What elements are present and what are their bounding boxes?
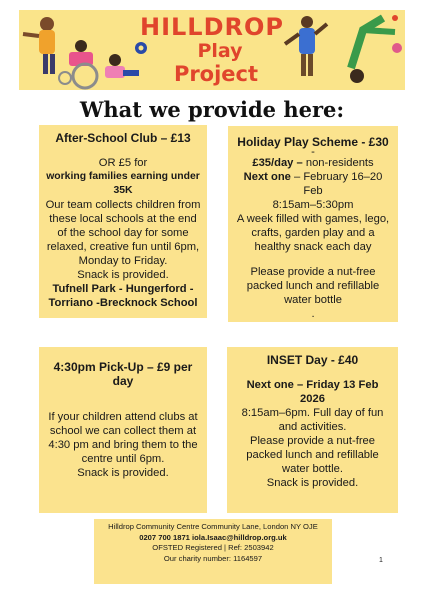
holiday-nonresident-price: [234, 156, 392, 170]
inset-day-box: [227, 347, 398, 513]
after-school-club-box: [39, 125, 207, 318]
footer-charity: Our charity number: 1164597: [163, 553, 263, 563]
pickup-description: If your children attend clubs at school we can collect them at 4:30 pm and bring them to the centre until 6pm.: [48, 411, 198, 465]
after-school-schools: Tufnell Park - Hungerford - Torriano -Brecknock School: [48, 283, 198, 309]
pickup-snack: Snack is provided.: [77, 467, 169, 479]
holiday-nonresident-label: non-residents: [302, 157, 374, 169]
holiday-dash: -: [311, 146, 315, 158]
holiday-note: Please provide a nut-free packed lunch and refillable water bottle: [246, 266, 380, 306]
banner-title-hilldrop: HILLDROP: [140, 13, 284, 41]
holiday-description: A week filled with games, lego, crafts, garden play and a healthy snack each day: [236, 213, 390, 253]
footer-contact-box: [94, 519, 332, 584]
page-number: 1: [379, 557, 383, 564]
after-school-condition: working families earning under 35K: [46, 171, 200, 196]
after-school-title: After-School Club – £13: [55, 131, 191, 145]
holiday-title: Holiday Play Scheme - £30: [237, 135, 389, 149]
holiday-hours: 8:15am–5:30pm: [272, 199, 354, 211]
holiday-dot: .: [311, 308, 315, 320]
holiday-nonresident-price-bold: £35/day –: [252, 157, 303, 169]
inset-title: INSET Day - £40: [266, 353, 359, 367]
footer-ofsted: OFSTED Registered | Ref: 2503942: [152, 543, 274, 552]
banner-title-project: Project: [173, 62, 259, 86]
holiday-next-date: [234, 170, 392, 198]
page-heading: What we provide here:: [79, 97, 345, 122]
header-banner: [19, 10, 405, 90]
after-school-or-price: OR £5 for: [98, 157, 148, 169]
footer-contact: 0207 700 1871 iola.Isaac@hilldrop.org.uk: [139, 532, 287, 542]
holiday-next-label: Next one: [243, 171, 291, 183]
holiday-play-scheme-box: [228, 126, 398, 322]
inset-note: Please provide a nut-free packed lunch and refillable water bottle.: [246, 435, 379, 475]
pickup-title: 4:30pm Pick-Up – £9 per day: [53, 360, 193, 388]
inset-description: 8:15am–6pm. Full day of fun and activities.: [241, 407, 384, 433]
holiday-next-dates: – February 16–20 Feb: [290, 171, 383, 197]
inset-snack: Snack is provided.: [266, 477, 359, 489]
footer-address: Hilldrop Community Centre Community Lane, London NY OJE: [108, 522, 318, 531]
child-cartwheel-illustration: [267, 10, 405, 90]
after-school-description: Our team collects children from these local schools at the end of the school day for some relaxed, creative fun until 6pm, Monday to Friday.: [45, 199, 201, 267]
after-school-snack: Snack is provided.: [77, 269, 169, 281]
banner-title-play: Play: [197, 40, 243, 62]
inset-next: Next one – Friday 13 Feb 2026: [246, 379, 379, 405]
pickup-box: [39, 347, 207, 513]
